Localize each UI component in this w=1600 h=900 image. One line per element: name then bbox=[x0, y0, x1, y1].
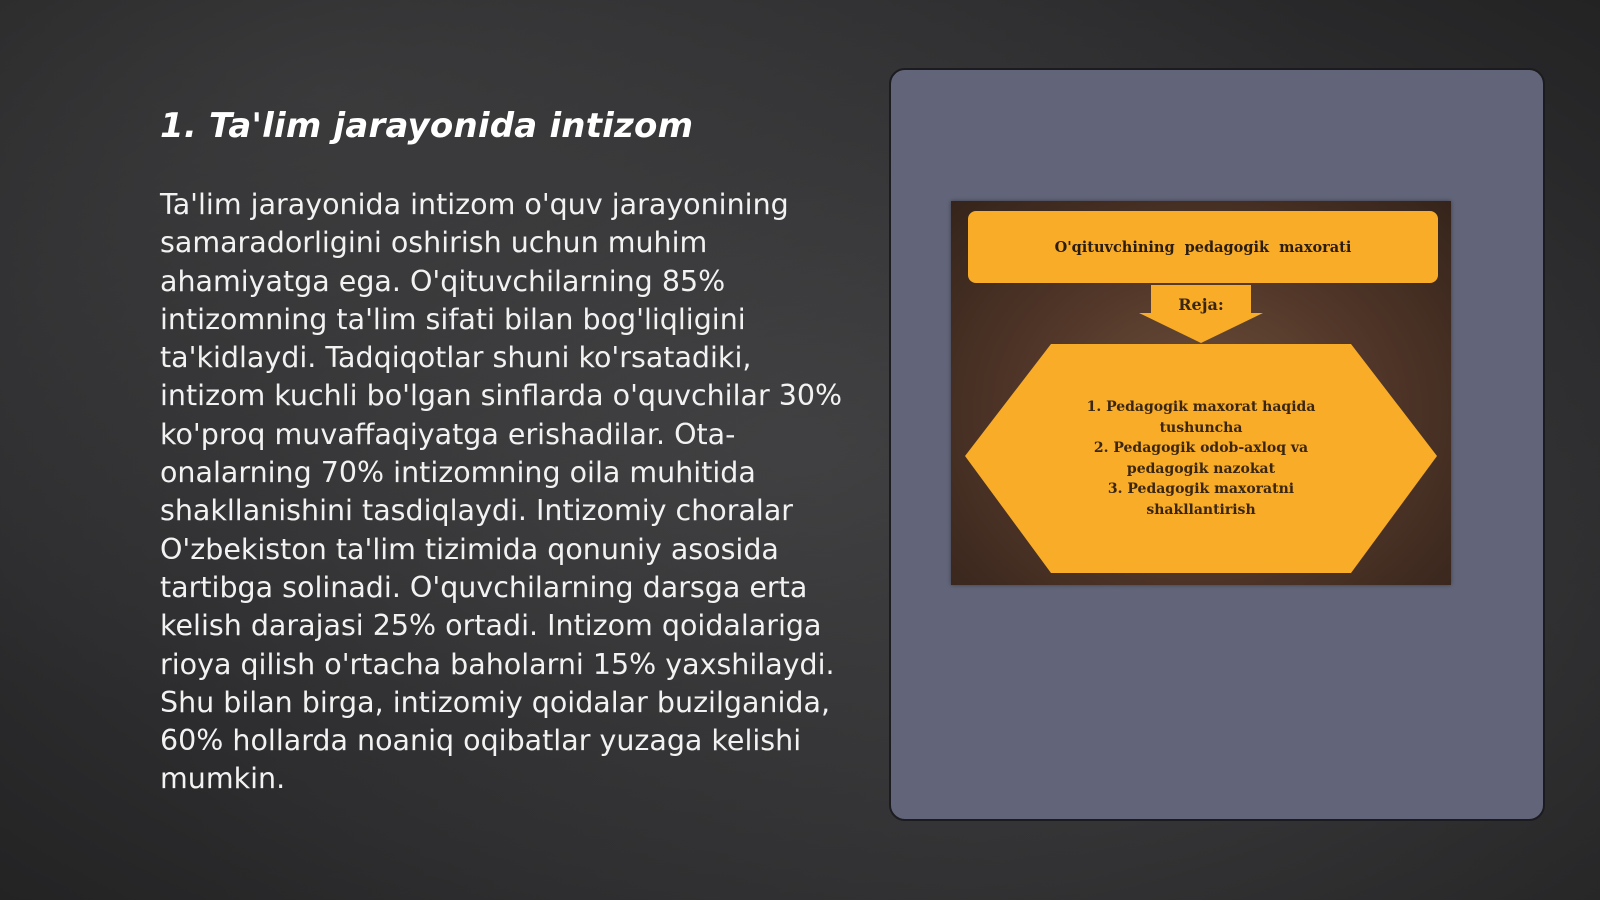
diagram-shapes bbox=[951, 201, 1451, 585]
slide-paragraph: Ta'lim jarayonida intizom o'quv jarayonining samaradorligini oshirish uchun muhim ahamiyatga ega. O'qituvchilarning 85% intizomning ta'lim sifati bilan bog'liqligini ta'kidlaydi. Tadqiqotlar shuni ko'rsatadiki, intizom kuchli bo'lgan sinflarda o'quvchilar 30% ko'proq muvaffaqiyatga erishadilar. Ota-onalarning 70% intizomning oila muhitida shakllanishini tasdiqlaydi. Intizomiy choralar O'zbekiston ta'lim tizimida qonuniy asosida tartibga solinadi. O'quvchilarning darsga erta kelish darajasi 25% ortadi. Intizom qoidalariga rioya qilish o'rtacha baholarni 15% yaxshilaydi. Shu bilan birga, intizomiy qoidalar buzilganida, 60% hollarda noaniq oqibatlar yuzaga kelishi mumkin. bbox=[160, 188, 843, 796]
arrow-label: Reja: bbox=[1178, 295, 1224, 314]
image-frame bbox=[889, 68, 1545, 821]
plan-item: 2. Pedagogik odob-axloq va pedagogik nazokat bbox=[1093, 440, 1309, 477]
plan-item: 1. Pedagogik maxorat haqida tushuncha bbox=[1086, 399, 1316, 436]
plan-diagram-image bbox=[951, 201, 1451, 585]
diagram-header: O'qituvchining pedagogik maxorati bbox=[968, 211, 1438, 283]
down-arrow-shape bbox=[1139, 285, 1263, 343]
slide-title: 1. Ta'lim jarayonida intizom bbox=[160, 106, 694, 146]
plan-list bbox=[1076, 397, 1326, 520]
plan-item: 3. Pedagogik maxoratni shakllantirish bbox=[1107, 481, 1295, 518]
